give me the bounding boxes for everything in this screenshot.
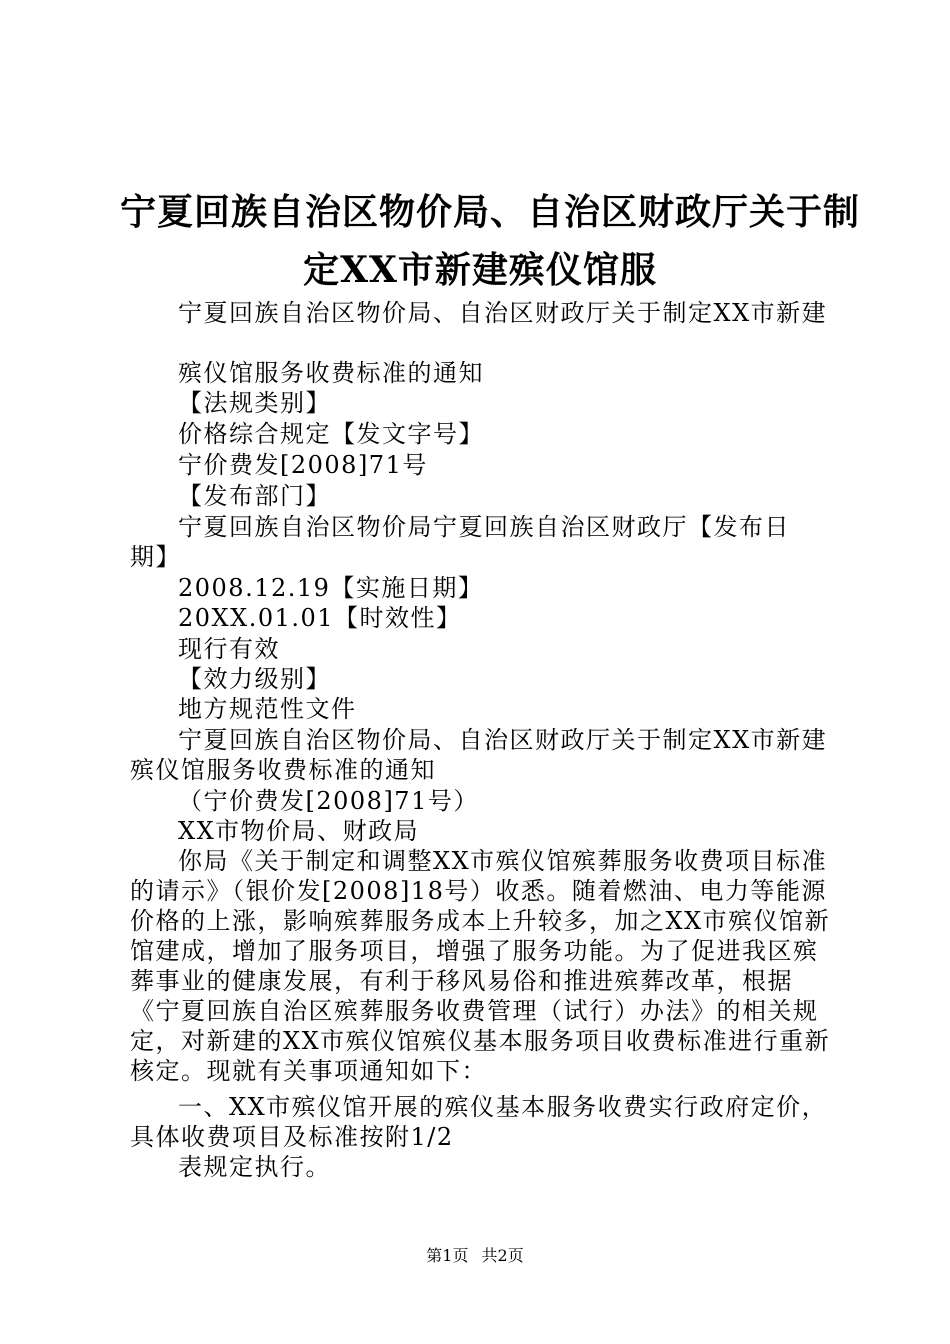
paragraph-line: 2008.12.19【实施日期】 bbox=[178, 574, 484, 602]
paragraph-line: 【法规类别】 bbox=[178, 389, 331, 417]
paragraph-line: XX市物价局、财政局 bbox=[178, 817, 420, 845]
document-title-line-1: 宁夏回族自治区物价局、自治区财政厅关于制 bbox=[120, 191, 861, 233]
paragraph-line: 《宁夏回族自治区殡葬服务收费管理（试行）办法》的相关规 bbox=[130, 997, 819, 1025]
paragraph-line: 期】 bbox=[130, 543, 181, 571]
paragraph-line: 你局《关于制定和调整XX市殡仪馆殡葬服务收费项目标准 bbox=[178, 847, 828, 875]
document-title-line-2: 定XX市新建殡仪馆服 bbox=[303, 249, 657, 291]
paragraph-line: 殡仪馆服务收费标准的通知 bbox=[130, 756, 436, 784]
page-number: 第1页 bbox=[426, 1246, 469, 1265]
paragraph-line: 宁夏回族自治区物价局、自治区财政厅关于制定XX市新建 bbox=[178, 299, 828, 327]
paragraph-line: 具体收费项目及标准按附1/2 bbox=[130, 1123, 454, 1151]
paragraph-line: 表规定执行。 bbox=[178, 1153, 331, 1181]
paragraph-line: 殡仪馆服务收费标准的通知 bbox=[178, 359, 484, 387]
paragraph-line: 价格综合规定【发文字号】 bbox=[178, 420, 484, 448]
paragraph-line: 宁价费发[2008]71号 bbox=[178, 451, 428, 479]
paragraph-line: 的请示》（银价发[2008]18号）收悉。随着燃油、电力等能源 bbox=[130, 877, 827, 905]
paragraph-line: 宁夏回族自治区物价局宁夏回族自治区财政厅【发布日 bbox=[178, 513, 790, 541]
paragraph-line: 20XX.01.01【时效性】 bbox=[178, 604, 462, 632]
paragraph-line: 地方规范性文件 bbox=[178, 695, 357, 723]
paragraph-line: 宁夏回族自治区物价局、自治区财政厅关于制定XX市新建 bbox=[178, 726, 828, 754]
paragraph-line: 葬事业的健康发展，有利于移风易俗和推进殡葬改革，根据 bbox=[130, 967, 793, 995]
paragraph-line: 馆建成，增加了服务项目，增强了服务功能。为了促进我区殡 bbox=[130, 937, 819, 965]
paragraph-line: 现行有效 bbox=[178, 635, 280, 663]
page-total: 共2页 bbox=[481, 1246, 524, 1265]
paragraph-line: 一、XX市殡仪馆开展的殡仪基本服务收费实行政府定价， bbox=[178, 1093, 828, 1121]
paragraph-line: 核定。现就有关事项通知如下： bbox=[130, 1057, 487, 1085]
paragraph-line: （宁价费发[2008]71号） bbox=[178, 787, 479, 815]
paragraph-line: 定，对新建的XX市殡仪馆殡仪基本服务项目收费标准进行重新 bbox=[130, 1027, 831, 1055]
paragraph-line: 【效力级别】 bbox=[178, 665, 331, 693]
page-footer bbox=[0, 1246, 950, 1266]
paragraph-line: 价格的上涨，影响殡葬服务成本上升较多，加之XX市殡仪馆新 bbox=[130, 907, 831, 935]
paragraph-line: 【发布部门】 bbox=[178, 482, 331, 510]
